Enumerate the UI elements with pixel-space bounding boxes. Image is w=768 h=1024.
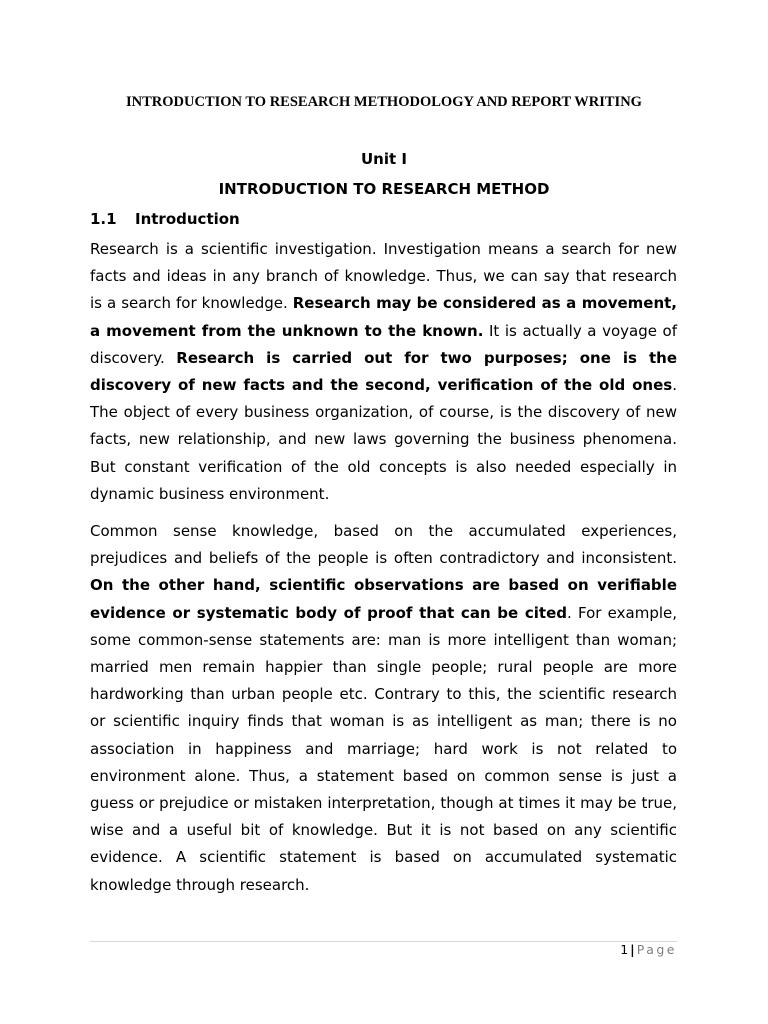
- paragraph-run: . For example, some common-sense statements are: man is more intelligent than woman; married men remain happier than single people; rural people are more hardworking than urban people etc. Contrary to this, the scientific research or scientific inquiry finds that woman is as intelligent as man; there is no association in happiness and marriage; hard work is not related to environment alone. Thus, a statement based on common sense is just a guess or prejudice or mistaken interpretation, though at times it may be true, wise and a useful bit of knowledge. But it is not based on any scientific evidence. A scientific statement is based on accumulated systematic knowledge through research.: [90, 603, 678, 894]
- page-number: 1: [620, 942, 629, 957]
- paragraph-run: Common sense knowledge, based on the accumulated experiences, prejudices and beliefs of the people is often contradictory and inconsistent.: [90, 522, 677, 568]
- section-title: Introduction: [135, 210, 240, 228]
- unit-heading: Unit I: [361, 150, 407, 168]
- page-footer: [90, 942, 677, 957]
- document-title: INTRODUCTION TO RESEARCH METHODOLOGY AND REPORT WRITING: [126, 94, 642, 110]
- paragraph-1: [90, 236, 677, 508]
- paragraph-run-bold: Research may be considered as a movement, a movement from the unknown to the known.: [90, 294, 677, 340]
- paragraph-run-bold: On the other hand, scientific observations are based on verifiable evidence or systematic body of proof that can be cited: [90, 576, 677, 622]
- page-label: Page: [636, 942, 677, 957]
- section-heading: [90, 210, 240, 228]
- chapter-heading: INTRODUCTION TO RESEARCH METHOD: [218, 180, 550, 198]
- footer-separator: |: [630, 942, 635, 957]
- paragraph-run-bold: Research is carried out for two purposes; one is the discovery of new facts and the second, verification of the old ones: [90, 348, 677, 395]
- paragraph-2: [90, 518, 677, 899]
- section-number: 1.1: [90, 210, 117, 228]
- paragraph-run: It is actually a voyage of discovery.: [90, 321, 677, 367]
- paragraph-run: Research is a scientific investigation. Investigation means a search for new facts and ideas in any branch of knowledge. Thus, we can say that research is a search for knowledge.: [90, 240, 677, 313]
- paragraph-run: . The object of every business organization, of course, is the discovery of new facts, new relationship, and new laws governing the business phenomena. But constant verification of the old concepts is also needed especially in dynamic business environment.: [90, 376, 677, 503]
